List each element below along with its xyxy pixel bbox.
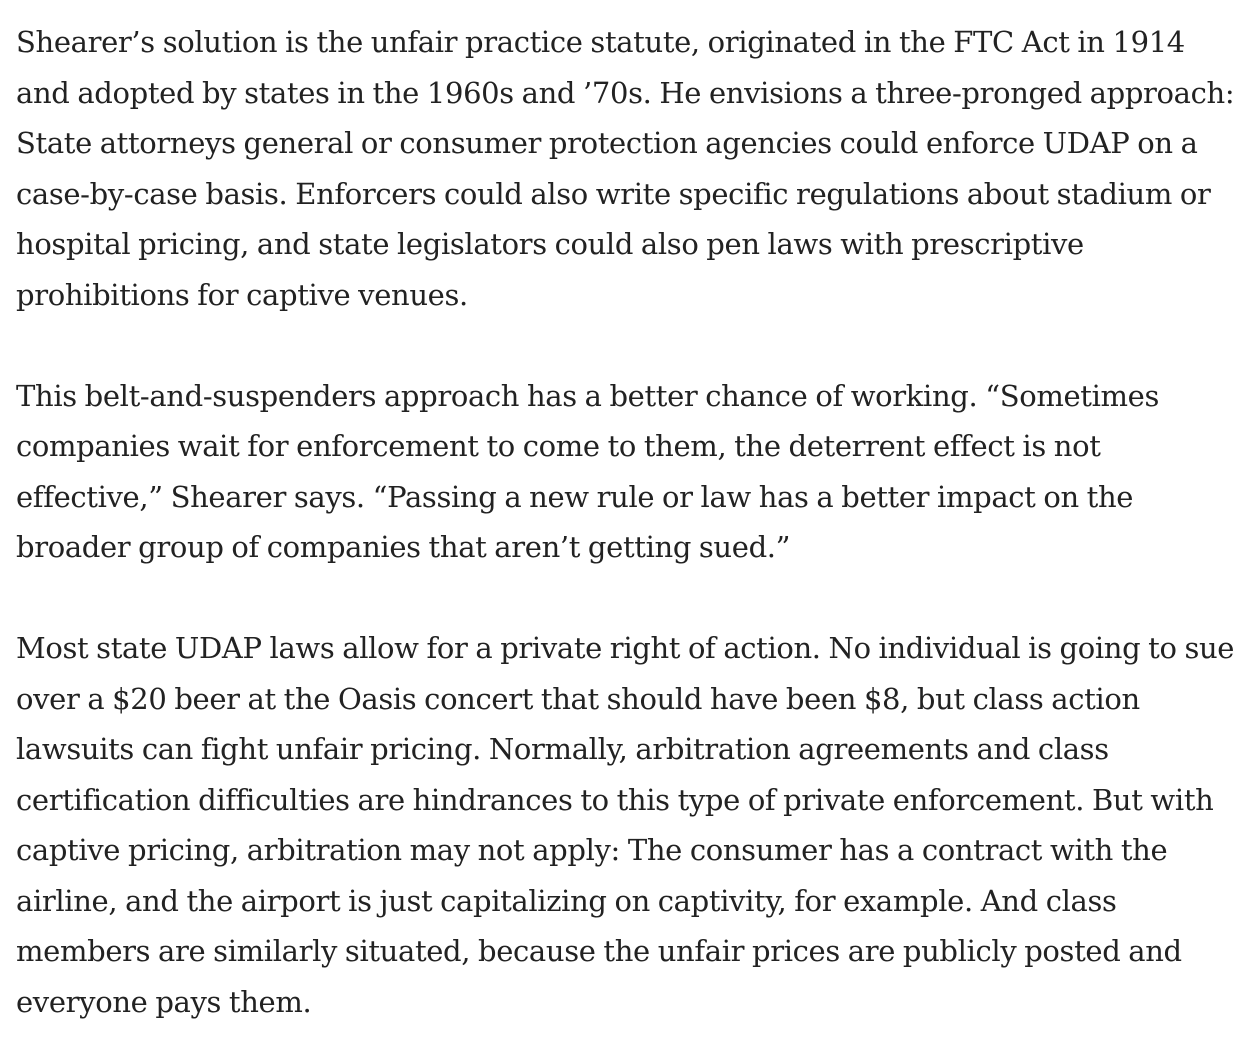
paragraph-udap-solution: Shearer’s solution is the unfair practice statute, originated in the FTC Act in 1914 and adopted by states in the 1960s and ’70s. He envisions a three-pronged approach: State attorneys general or consumer protection agencies could enforce UDAP on a case-by-case basis. Enforcers could also write specific regulations about stadium or hospital pricing, and state legislators could also pen laws with prescriptive prohibitions for captive venues. bbox=[16, 25, 1235, 312]
paragraph-belt-and-suspenders: This belt-and-suspenders approach has a better chance of working. “Sometimes companies wait for enforcement to come to them, the deterrent effect is not effective,” Shearer says. “Passing a new rule or law has a better impact on the broader group of companies that aren’t getting sued.” bbox=[16, 378, 1160, 564]
article-body bbox=[16, 17, 1246, 1027]
paragraph-private-right-of-action: Most state UDAP laws allow for a private right of action. No individual is going to sue over a $20 beer at the Oasis concert that should have been $8, but class action lawsuits can fight unfair pricing. Normally, arbitration agreements and class certification difficulties are hindrances to this type of private enforcement. But with captive pricing, arbitration may not apply: The consumer has a contract with the airline, and the airport is just capitalizing on captivity, for example. And class members are similarly situated, because the unfair prices are publicly posted and everyone pays them. bbox=[16, 631, 1235, 1019]
